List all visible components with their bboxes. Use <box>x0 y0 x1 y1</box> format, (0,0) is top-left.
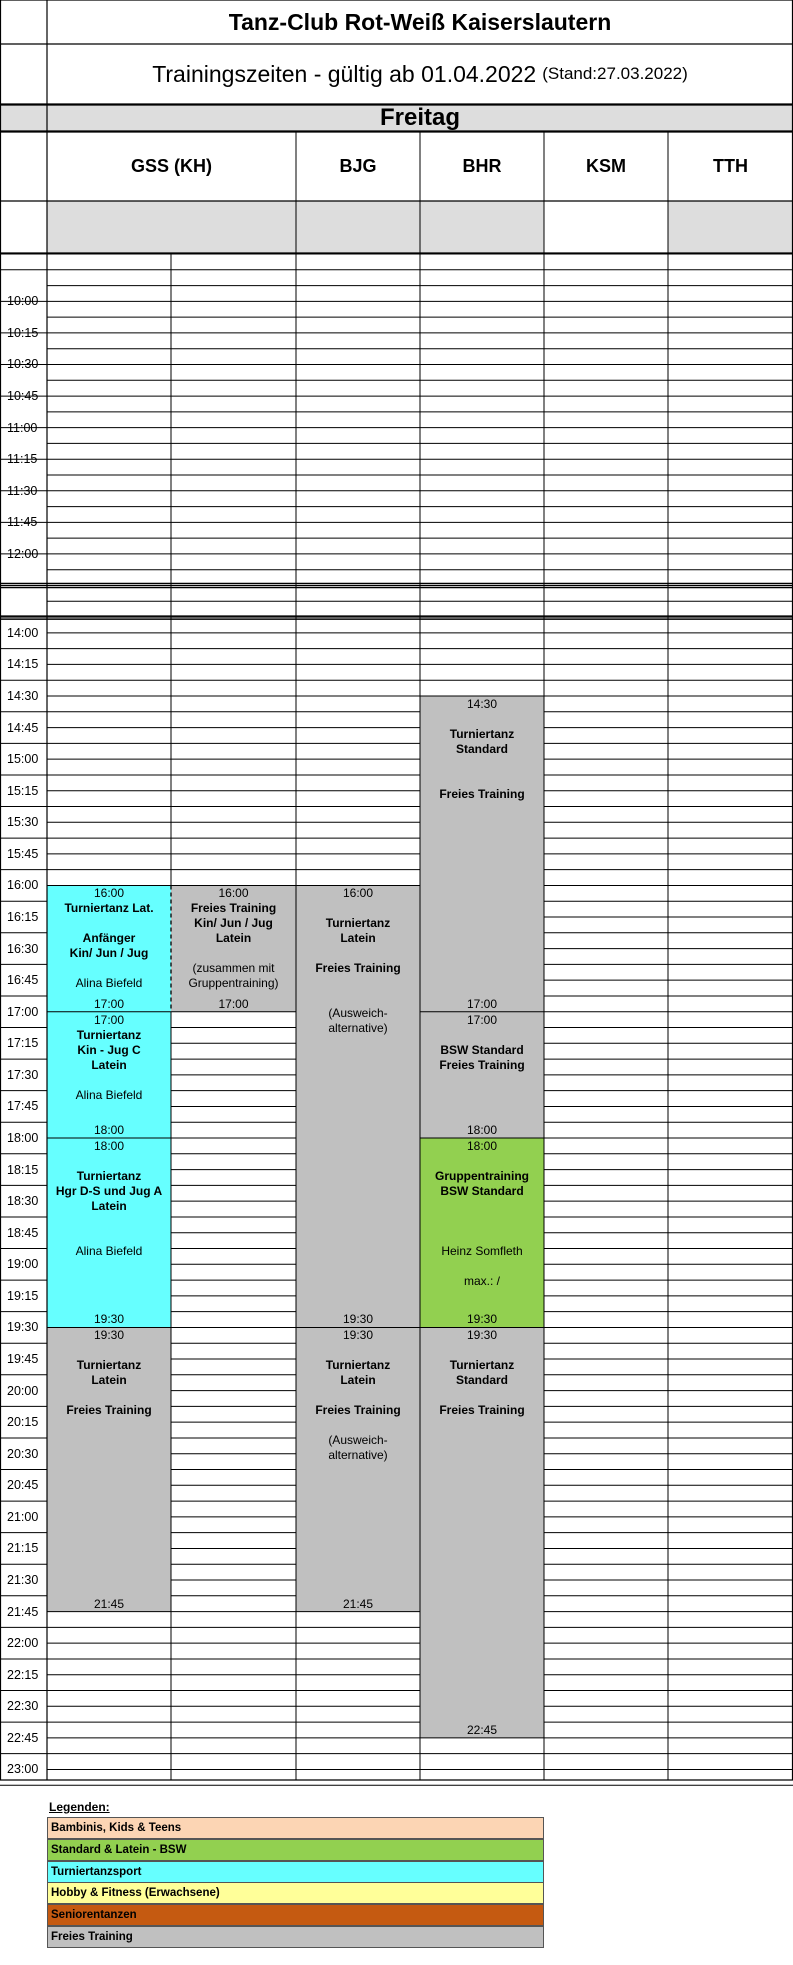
block-end-time: 19:30 <box>93 1312 125 1327</box>
gss-subheader-fill-2 <box>171 201 296 253</box>
training-block <box>47 1139 171 1328</box>
block-line: Alina Biefeld <box>75 976 143 991</box>
legend-item: Standard & Latein - BSW <box>47 1839 544 1861</box>
block-line: BSW Standard <box>440 1184 524 1199</box>
subtitle-main: Trainingszeiten - gültig ab 01.04.2022 <box>152 60 537 87</box>
block-line: 17:00 <box>93 1012 125 1027</box>
block-line: Freies Training <box>439 1403 525 1418</box>
block-line: max.: / <box>463 1274 500 1289</box>
time-label: 19:30 <box>7 1320 39 1335</box>
block-end-time: 18:00 <box>466 1123 498 1137</box>
training-block <box>47 886 171 1012</box>
legend-item: Hobby & Fitness (Erwachsene) <box>47 1882 544 1904</box>
block-end-time: 17:00 <box>466 996 498 1011</box>
time-label: 18:45 <box>7 1225 39 1240</box>
block-line: Turniertanz <box>325 916 391 931</box>
time-label: 11:30 <box>7 483 38 498</box>
time-label: 18:00 <box>7 1131 39 1145</box>
block-line: Latein <box>340 1373 376 1388</box>
block-line: Freies Training <box>315 1403 401 1418</box>
block-line: Alina Biefeld <box>75 1244 143 1259</box>
time-label: 22:30 <box>7 1699 39 1714</box>
block-line: Turniertanz <box>449 727 515 741</box>
block-end-time: 21:45 <box>342 1596 374 1611</box>
time-label: 19:45 <box>7 1352 39 1366</box>
block-line: Hgr D-S und Jug A <box>55 1184 163 1199</box>
time-label: 10:15 <box>7 325 39 340</box>
column-header-gss: GSS (KH) <box>131 156 212 176</box>
legend-title: Legenden: <box>49 1800 110 1814</box>
block-line: Turniertanz <box>76 1358 142 1373</box>
time-label: 14:15 <box>7 657 39 672</box>
block-line: 19:30 <box>466 1328 498 1343</box>
block-end-time: 22:45 <box>466 1722 498 1737</box>
time-label: 21:15 <box>7 1541 39 1556</box>
block-line: Kin/ Jun / Jug <box>69 946 149 961</box>
block-line: Turniertanz <box>449 1358 515 1373</box>
time-label: 11:00 <box>7 420 38 435</box>
block-line: (Ausweich- <box>328 1006 388 1021</box>
legend-item: Bambinis, Kids & Teens <box>47 1817 544 1839</box>
block-line: Turniertanz <box>76 1027 142 1042</box>
block-line: Standard <box>455 1373 508 1388</box>
time-label: 14:45 <box>7 720 39 735</box>
training-block <box>296 886 420 1328</box>
time-label: 23:00 <box>7 1762 39 1777</box>
time-label: 16:30 <box>7 941 39 956</box>
time-label: 22:00 <box>7 1636 39 1651</box>
time-label: 20:15 <box>7 1415 39 1430</box>
column-header-bjg: BJG <box>339 156 377 176</box>
time-label: 12:00 <box>7 546 39 561</box>
block-line: Freies Training <box>315 961 401 976</box>
time-label: 21:45 <box>7 1604 39 1619</box>
time-label: 18:15 <box>7 1162 39 1177</box>
time-label: 17:00 <box>7 1004 39 1019</box>
time-label: 10:45 <box>7 389 39 404</box>
block-line: 19:30 <box>93 1328 125 1343</box>
legend-item: Freies Training <box>47 1926 544 1948</box>
time-label: 11:15 <box>7 452 38 467</box>
time-label: 15:45 <box>7 846 39 861</box>
block-line: 18:00 <box>93 1139 125 1154</box>
time-label: 20:00 <box>7 1383 39 1398</box>
tth-subheader-fill <box>668 201 793 253</box>
time-label: 20:30 <box>7 1446 39 1461</box>
block-line: 16:00 <box>218 886 249 901</box>
column-header-bhr: BHR <box>462 156 502 176</box>
training-block <box>296 1328 420 1612</box>
block-line: (zusammen mit <box>192 961 275 976</box>
block-line: Turniertanz Lat. <box>64 901 154 916</box>
training-block <box>47 1328 171 1612</box>
block-line: Turniertanz <box>76 1169 142 1184</box>
time-label: 16:45 <box>7 973 39 988</box>
time-label: 17:15 <box>7 1036 39 1051</box>
block-line: Gruppentraining) <box>188 976 279 991</box>
day-heading: Freitag <box>379 104 460 131</box>
block-line: Freies Training <box>439 787 525 801</box>
block-line: Latein <box>91 1373 127 1388</box>
time-label: 16:00 <box>7 878 39 893</box>
block-line: Anfänger <box>82 931 136 946</box>
block-line: (Ausweich- <box>328 1433 388 1448</box>
block-line: Standard <box>455 742 508 756</box>
club-title: Tanz-Club Rot-Weiß Kaiserslautern <box>228 8 612 35</box>
block-line: Alina Biefeld <box>75 1087 143 1102</box>
time-label: 10:00 <box>7 294 39 309</box>
block-line: 16:00 <box>342 886 374 901</box>
block-end-time: 17:00 <box>218 996 249 1011</box>
column-header-ksm: KSM <box>586 156 626 176</box>
time-label: 11:45 <box>7 515 38 530</box>
block-end-time: 21:45 <box>93 1596 125 1611</box>
subtitle-stand: (Stand:27.03.2022) <box>542 64 688 83</box>
training-block <box>420 1139 544 1328</box>
legend-item: Turniertanzsport <box>47 1861 544 1883</box>
block-line: BSW Standard <box>440 1042 524 1057</box>
time-label: 22:45 <box>7 1730 39 1745</box>
training-block <box>420 697 544 1013</box>
block-end-time: 17:00 <box>93 996 125 1011</box>
time-label: 17:30 <box>7 1067 39 1082</box>
schedule-subtitle <box>47 44 793 104</box>
block-line: Turniertanz <box>325 1358 391 1373</box>
block-line: Latein <box>91 1057 127 1072</box>
time-label: 20:45 <box>7 1478 39 1493</box>
time-label: 21:30 <box>7 1573 39 1588</box>
block-line: Freies Training <box>66 1403 152 1418</box>
training-block <box>420 1328 544 1738</box>
block-line: Kin - Jug C <box>77 1042 141 1057</box>
block-line: Latein <box>91 1199 127 1214</box>
bjg-subheader-fill <box>296 201 420 253</box>
block-line: alternative) <box>328 1448 388 1463</box>
training-block <box>47 1013 171 1139</box>
training-block <box>171 886 296 1012</box>
time-label: 14:00 <box>7 625 39 640</box>
gss-subheader-fill <box>47 201 171 253</box>
block-line: 19:30 <box>342 1328 374 1343</box>
block-end-time: 19:30 <box>466 1312 498 1327</box>
time-label: 22:15 <box>7 1667 39 1682</box>
time-label: 15:00 <box>7 752 39 767</box>
legend-item: Seniorentanzen <box>47 1904 544 1926</box>
block-line: 16:00 <box>93 886 125 901</box>
column-header-tth: TTH <box>713 156 748 176</box>
block-line: Latein <box>340 931 376 946</box>
block-line: 14:30 <box>466 697 498 711</box>
block-line: Kin/ Jun / Jug <box>194 916 273 931</box>
time-label: 15:30 <box>7 815 39 830</box>
time-label: 17:45 <box>7 1099 39 1114</box>
time-label: 16:15 <box>7 910 39 924</box>
block-line: Gruppentraining <box>435 1169 529 1184</box>
time-label: 19:00 <box>7 1257 39 1272</box>
block-end-time: 19:30 <box>342 1312 374 1327</box>
block-line: alternative) <box>328 1021 388 1036</box>
time-label: 21:00 <box>7 1509 39 1524</box>
block-line: Freies Training <box>439 1057 525 1072</box>
training-block <box>420 1013 544 1139</box>
bhr-subheader-fill <box>420 201 544 253</box>
time-label: 10:30 <box>7 357 39 372</box>
block-line: 18:00 <box>466 1139 498 1154</box>
block-line: 17:00 <box>466 1012 498 1027</box>
time-label: 15:15 <box>7 783 39 798</box>
block-line: Heinz Somfleth <box>441 1244 523 1259</box>
time-label: 14:30 <box>7 689 39 703</box>
block-line: Latein <box>215 931 252 946</box>
block-line: Freies Training <box>190 901 277 916</box>
time-label: 18:30 <box>7 1194 39 1209</box>
time-label: 19:15 <box>7 1288 39 1303</box>
block-end-time: 18:00 <box>93 1123 125 1137</box>
